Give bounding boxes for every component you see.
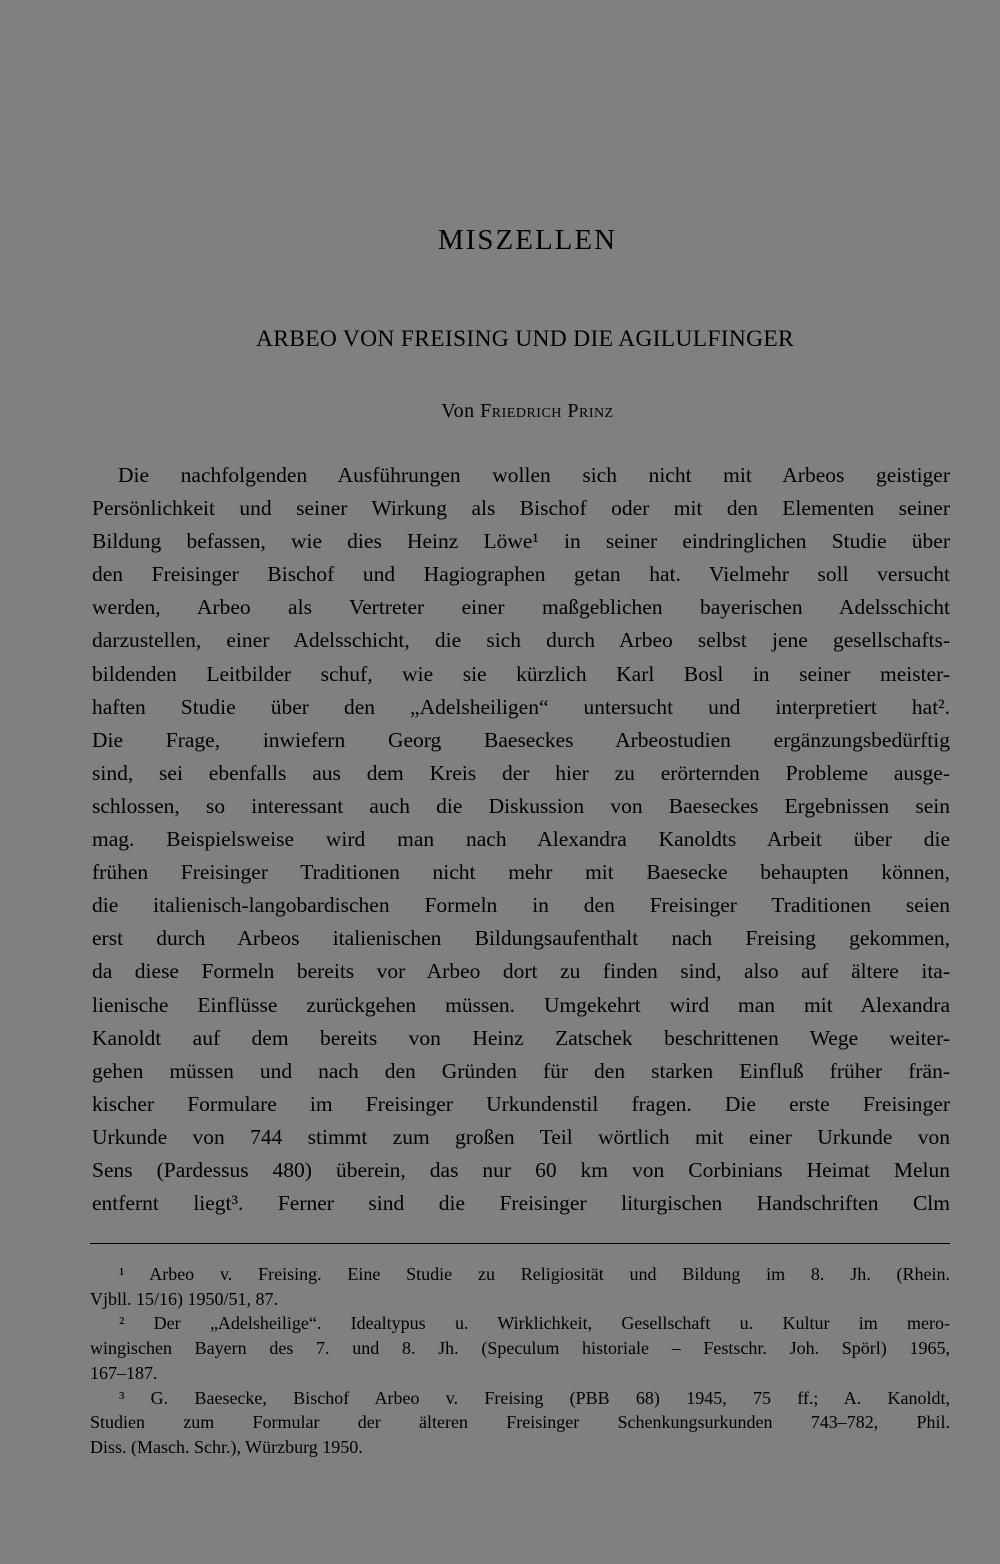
body-line: den Freisinger Bischof und Hagiographen getan hat. Vielmehr soll versucht	[92, 562, 950, 587]
footnote-line: Diss. (Masch. Schr.), Würzburg 1950.	[90, 1436, 363, 1457]
body-line: Kanoldt auf dem bereits von Heinz Zatschek beschrittenen Wege weiter-	[92, 1025, 950, 1050]
body-line: Sens (Pardessus 480) überein, das nur 60 km von Corbinians Heimat Melun	[92, 1157, 950, 1182]
body-line: Die Frage, inwiefern Georg Baeseckes Arbeostudien ergänzungsbedürftig	[92, 727, 950, 752]
footnote-line: 167–187.	[90, 1362, 158, 1383]
body-line: werden, Arbeo als Vertreter einer maßgeblichen bayerischen Adelsschicht	[92, 595, 950, 620]
footnote-line: ¹ Arbeo v. Freising. Eine Studie zu Religiosität und Bildung im 8. Jh. (Rhein.	[119, 1264, 950, 1284]
article-title: ARBEO VON FREISING UND DIE AGILULFINGER	[255, 326, 795, 352]
footnote-line: Vjbll. 15/16) 1950/51, 87.	[90, 1288, 278, 1309]
body-line: bildenden Leitbilder schuf, wie sie kürzlich Karl Bosl in seiner meister-	[92, 661, 950, 686]
body-line: die italienisch-langobardischen Formeln in den Freisinger Traditionen seien	[92, 893, 950, 918]
footnote-line: ² Der „Adelsheilige“. Idealtypus u. Wirklichkeit, Gesellschaft u. Kultur im mero-	[119, 1313, 950, 1334]
byline-prefix: Von	[441, 400, 475, 422]
body-line: Die nachfolgenden Ausführungen wollen sich nicht mit Arbeos geistiger	[118, 463, 950, 487]
body-line: erst durch Arbeos italienischen Bildungsaufenthalt nach Freising gekommen,	[92, 926, 950, 951]
body-line: Urkunde von 744 stimmt zum großen Teil wörtlich mit einer Urkunde von	[92, 1124, 950, 1149]
footnote-line: wingischen Bayern des 7. und 8. Jh. (Speculum historiale – Festschr. Joh. Spörl) 1965,	[90, 1338, 950, 1359]
footnote-divider	[90, 1243, 950, 1244]
article-body	[92, 459, 950, 1220]
byline	[0, 400, 1000, 423]
section-title: MISZELLEN	[437, 224, 618, 256]
body-line: da diese Formeln bereits vor Arbeo dort zu finden sind, also auf ältere ita-	[92, 959, 950, 984]
footnotes	[90, 1262, 950, 1460]
body-line: haften Studie über den „Adelsheiligen“ untersucht und interpretiert hat².	[92, 694, 950, 719]
body-line: darzustellen, einer Adelsschicht, die sich durch Arbeo selbst jene gesellschafts-	[92, 628, 950, 653]
body-line: sind, sei ebenfalls aus dem Kreis der hier zu erörternden Probleme ausge-	[92, 760, 950, 785]
body-line: mag. Beispielsweise wird man nach Alexandra Kanoldts Arbeit über die	[92, 827, 950, 852]
body-line: Persönlichkeit und seiner Wirkung als Bischof oder mit den Elementen seiner	[92, 496, 950, 521]
author-name: Friedrich Prinz	[480, 400, 614, 422]
body-line: entfernt liegt³. Ferner sind die Freisinger liturgischen Handschriften Clm	[92, 1191, 950, 1216]
body-line: kischer Formulare im Freisinger Urkundenstil fragen. Die erste Freisinger	[92, 1091, 950, 1116]
footnote-line: Studien zum Formular der älteren Freisinger Schenkungsurkunden 743–782, Phil.	[90, 1412, 950, 1433]
body-line: Bildung befassen, wie dies Heinz Löwe¹ in seiner eindringlichen Studie über	[92, 529, 950, 554]
body-line: lienische Einflüsse zurückgehen müssen. Umgekehrt wird man mit Alexandra	[92, 992, 950, 1017]
footnote-line: ³ G. Baesecke, Bischof Arbeo v. Freising (PBB 68) 1945, 75 ff.; A. Kanoldt,	[119, 1387, 950, 1408]
body-line: schlossen, so interessant auch die Diskussion von Baeseckes Ergebnissen sein	[92, 793, 950, 818]
body-line: gehen müssen und nach den Gründen für den starken Einfluß früher frän-	[92, 1058, 950, 1083]
body-line: frühen Freisinger Traditionen nicht mehr mit Baesecke behaupten können,	[92, 860, 950, 885]
